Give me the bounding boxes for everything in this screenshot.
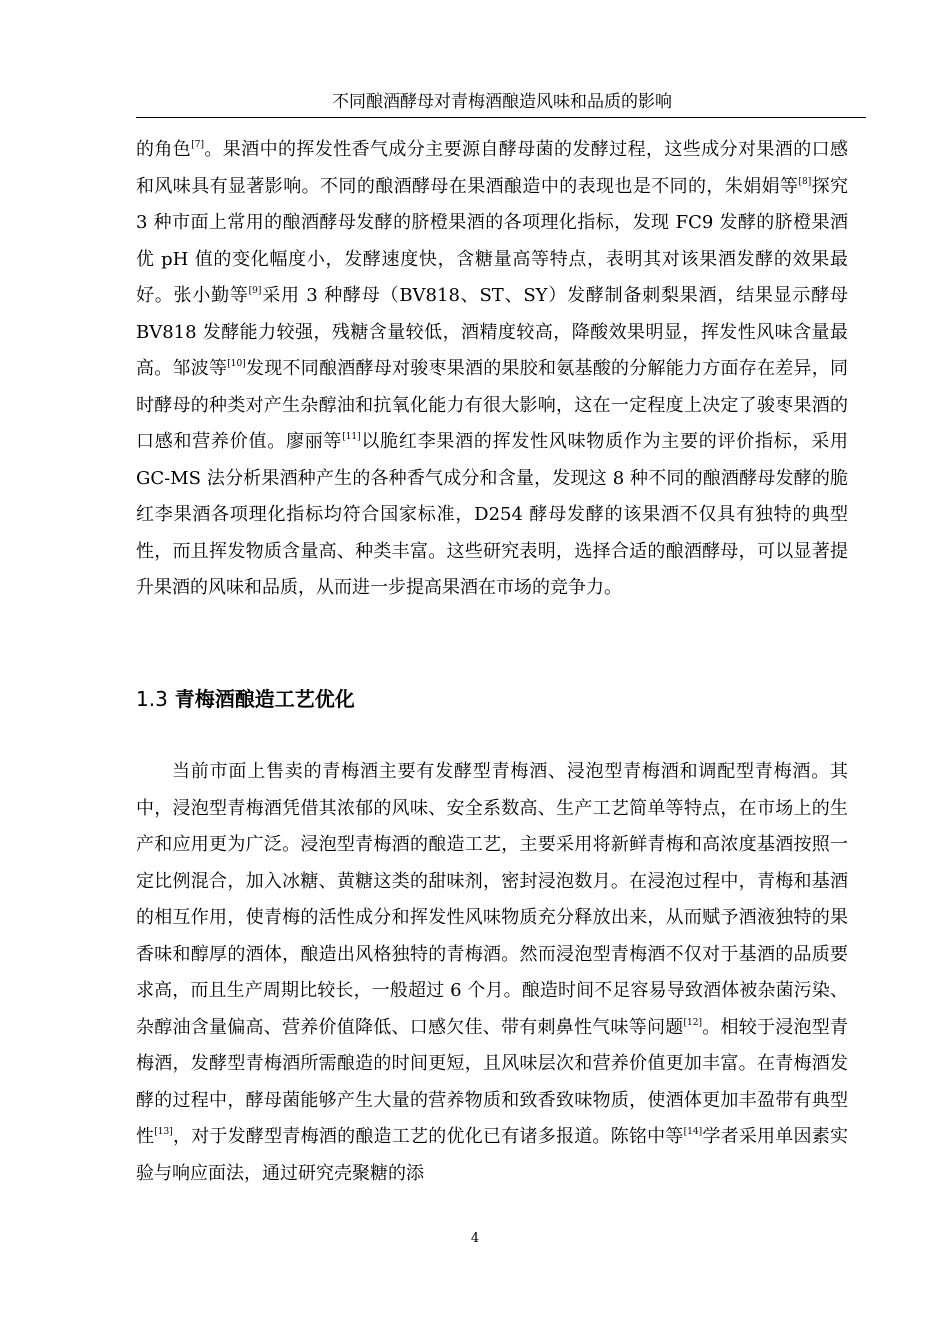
paragraph-text: 当前市面上售卖的青梅酒主要有发酵型青梅酒、浸泡型青梅酒和调配型青梅酒。其中，浸泡型青梅酒凭借其浓郁的风味、安全系数高、生产工艺简单等特点，在市场上的生产和应用更为广泛。浸泡型青梅酒的酿造工艺，主要采用将新鲜青梅和高浓度基酒按照一定比例混合，加入冰糖、黄糖这类的甜味剂，密封浸泡数月。在浸泡过程中，青梅和基酒的相互作用，使青梅的活性成分和挥发性风味物质充分释放出来，从而赋予酒液独特的果香味和醇厚的酒体，酿造出风格独特的青梅酒。然而浸泡型青梅酒不仅对于基酒的品质要求高，而且生产周期比较长，一般超过 6 个月。酿造时间不足容易导致酒体被杂菌污染、杂醇油含量偏高、营养价值降低、口感欠佳、带有刺鼻性气味等问题 [136, 761, 848, 1038]
paragraph-text: 以脆红李果酒的挥发性风味物质作为主要的评价指标，采用 GC-MS 法分析果酒种产生的各种香气成分和含量，发现这 8 种不同的酿酒酵母发酵的脆红李果酒各项理化指标均符合国家标准，D254 酵母发酵的该果酒不仅具有独特的典型性，而且挥发物质含量高、种类丰富。这些研究表明，选择合适的酿酒酵母，可以显著提升果酒的风味和品质，从而进一步提高果酒在市场的竞争力。 [136, 431, 849, 598]
paragraph-text: 。相较于浸泡型青梅酒，发酵型青梅酒所需酿造的时间更短，且风味层次和营养价值更加丰富。在青梅酒发酵的过程中，酵母菌能够产生大量的营养物质和致香致味物质，使酒体更加丰盈带有典型性 [136, 1016, 849, 1147]
section-number: 1.3 [136, 687, 168, 711]
citation-ref: [12] [683, 1017, 702, 1028]
section-heading [136, 684, 355, 714]
paragraph-text: 采用 3 种酵母（BV818、ST、SY）发酵制备刺梨果酒，结果显示酵母 BV818 发酵能力较强，残糖含量较低，酒精度较高，降酸效果明显，挥发性风味含量最高。邹波等 [136, 285, 849, 379]
citation-ref: [13] [154, 1127, 173, 1137]
running-header: 不同酿酒酵母对青梅酒酿造风味和品质的影响 [332, 92, 672, 112]
citation-ref: [9] [248, 286, 262, 296]
citation-ref: [10] [227, 359, 246, 369]
body-paragraph-1 [136, 132, 848, 607]
paragraph-text: 发现不同酿酒酵母对骏枣果酒的果胶和氨基酸的分解能力方面存在差异，同时酵母的种类对产生杂醇油和抗氧化能力有很大影响，这在一定程度上决定了骏枣果酒的口感和营养价值。廖丽等 [136, 358, 849, 452]
paragraph-text: 。果酒中的挥发性香气成分主要源自酵母菌的发酵过程，这些成分对果酒的口感和风味具有显著影响。不同的酿酒酵母在果酒酿造中的表现也是不同的，朱娟娟等 [136, 139, 849, 197]
citation-ref: [7] [191, 140, 204, 150]
citation-ref: [14] [683, 1127, 703, 1137]
section-title: 青梅酒酿造工艺优化 [174, 687, 355, 711]
header-rule [136, 117, 866, 118]
paragraph-text: 的角色 [136, 139, 192, 160]
citation-ref: [11] [342, 432, 361, 442]
page-number: 4 [470, 1231, 480, 1246]
paragraph-text: 探究 3 种市面上常用的酿酒酵母发酵的脐橙果酒的各项理化指标，发现 FC9 发酵的脐橙果酒优 pH 值的变化幅度小，发酵速度快，含糖量高等特点，表明其对该果酒发酵的效果最好。张小勤等 [136, 175, 849, 306]
citation-ref: [8] [798, 176, 812, 187]
body-paragraph-2 [136, 754, 848, 1192]
paragraph-text: 学者采用单因素实验与响应面法，通过研究壳聚糖的添 [136, 1126, 849, 1184]
paragraph-text: ，对于发酵型青梅酒的酿造工艺的优化已有诸多报道。陈铭中等 [172, 1126, 684, 1147]
